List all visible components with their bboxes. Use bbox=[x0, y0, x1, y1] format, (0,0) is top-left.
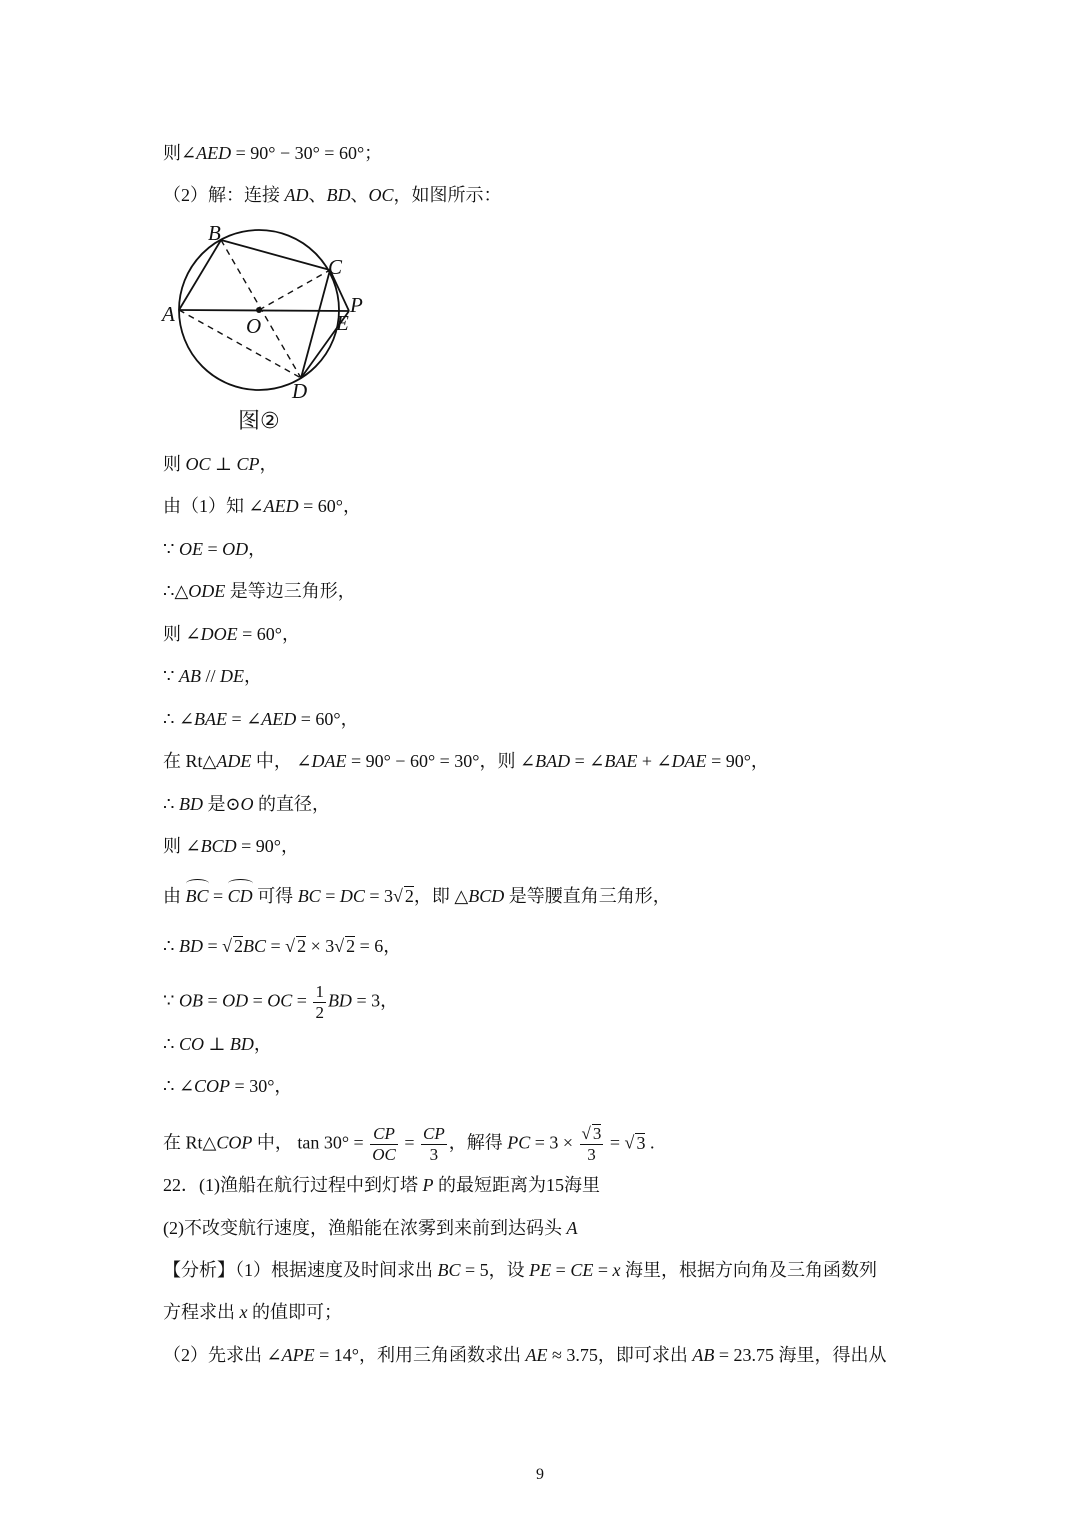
segment-oc-dashed bbox=[259, 270, 330, 310]
text-line-13: 由 BC = CD 可得 BC = DC = 3√ 2，即 △BCD 是等腰直角三角形， bbox=[163, 886, 671, 906]
text-line-5: ∵ OE = OD， bbox=[163, 539, 267, 559]
label-o: O bbox=[246, 314, 262, 338]
text-line-3: 则 OC ⊥ CP， bbox=[163, 454, 278, 474]
circle-geometry-figure bbox=[158, 222, 388, 412]
figure-caption: 图② bbox=[238, 409, 280, 434]
text-line-16: ∴ CO ⊥ BD， bbox=[163, 1034, 272, 1054]
text-line-19: 22．(1)渔船在航行过程中到灯塔 P 的最短距离为15海里 bbox=[163, 1175, 600, 1195]
text-line-6: ∴△ODE 是等边三角形， bbox=[163, 581, 356, 601]
text-line-2: （2）解：连接 AD、BD、OC，如图所示： bbox=[163, 185, 502, 205]
segment-ab bbox=[179, 240, 221, 310]
segment-cd bbox=[301, 270, 330, 378]
text-line-18: 在 Rt△COP 中， tan 30° = $\frac{CP}{OC}$ = $\frac{CP}{3}$ ，解得 PC = 3 × $\frac{√ 3}{3}$ = √ 3 . bbox=[163, 1124, 655, 1164]
segment-ad-dashed bbox=[179, 310, 301, 378]
text-line-12: 则 ∠BCD = 90°， bbox=[163, 836, 299, 856]
label-c: C bbox=[328, 255, 343, 279]
text-line-15: ∵ OB = OD = OC = $\frac{1}{2}$ BD = 3， bbox=[163, 982, 399, 1022]
text-line-23: （2）先求出 ∠APE = 14°，利用三角函数求出 AE ≈ 3.75，即可求出 AB = 23.75 海里，得出从 bbox=[163, 1345, 887, 1365]
text-line-17: ∴ ∠COP = 30°， bbox=[163, 1076, 293, 1096]
text-line-8: ∵ AB // DE， bbox=[163, 666, 262, 686]
text-line-14: ∴ BD = √ 2BC = √ 2 × 3√ 2 = 6， bbox=[163, 936, 402, 956]
text-line-22: 方程求出 x 的值即可； bbox=[163, 1302, 342, 1322]
center-point-o bbox=[256, 307, 262, 313]
text-line-7: 则 ∠DOE = 60°， bbox=[163, 624, 300, 644]
text-line-9: ∴ ∠BAE = ∠AED = 60°， bbox=[163, 709, 359, 729]
segment-ap bbox=[179, 310, 349, 311]
text-line-20: (2)不改变航行速度，渔船能在浓雾到来前到达码头 A bbox=[163, 1218, 578, 1238]
text-line-10: 在 Rt△ADE 中， ∠DAE = 90° − 60° = 30°，则 ∠BAD = ∠BAE + ∠DAE = 90°， bbox=[163, 751, 769, 771]
text-line-1: 则∠AED = 90° − 30° = 60°； bbox=[163, 143, 383, 163]
label-p: P bbox=[350, 293, 363, 317]
text-line-11: ∴ BD 是⊙O 的直径， bbox=[163, 794, 331, 814]
label-b: B bbox=[208, 222, 221, 245]
segment-bc bbox=[221, 240, 330, 270]
text-line-4: 由（1）知 ∠AED = 60°， bbox=[163, 496, 361, 516]
page-number: 9 bbox=[536, 1466, 544, 1483]
label-a: A bbox=[162, 302, 175, 326]
label-d: D bbox=[292, 379, 308, 403]
text-line-21: 【分析】（1）根据速度及时间求出 BC = 5，设 PE = CE = x 海里，根据方向角及三角函数列 bbox=[163, 1260, 877, 1281]
label-e: E bbox=[336, 311, 349, 335]
